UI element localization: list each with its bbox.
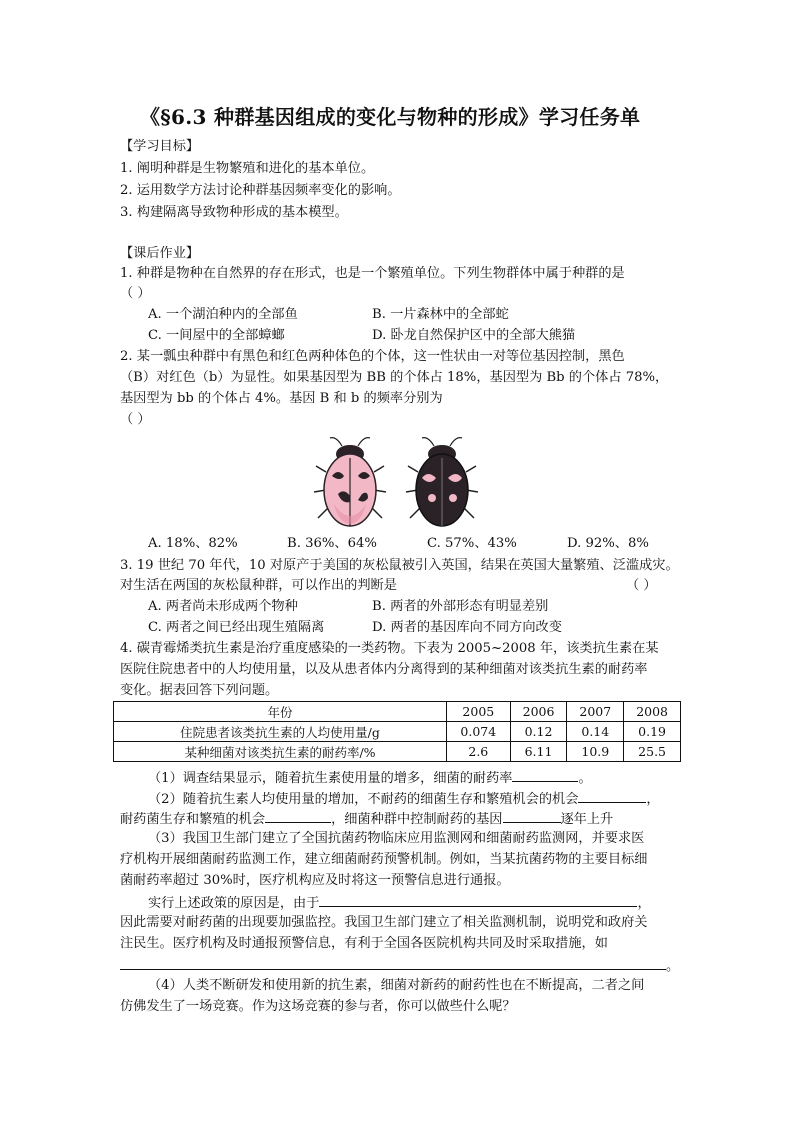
- q1-stem: 1. 种群是物种在自然界的存在形式，也是一个繁殖单位。下列生物群体中属于种群的是: [120, 266, 625, 281]
- q4-sub3-text: 实行上述政策的原因是，由于: [148, 896, 320, 911]
- q4-line: 变化。据表回答下列问题。: [120, 683, 279, 698]
- table-cell: 0.14: [567, 722, 624, 742]
- table-cell: 6.11: [510, 742, 567, 762]
- homework-heading: 【课后作业】: [120, 246, 200, 261]
- q2-option-d: D. 92%、8%: [567, 536, 649, 551]
- answer-blank[interactable]: [578, 788, 646, 803]
- answer-blank[interactable]: [512, 767, 578, 782]
- q4-line: 4. 碳青霉烯类抗生素是治疗重度感染的一类药物。下表为 2005~2008 年，该类抗生素在某: [120, 641, 659, 656]
- answer-blank[interactable]: [265, 808, 331, 823]
- q4-sub3-line: 疗机构开展细菌耐药监测工作，建立细菌耐药预警机制。例如，当某抗菌药物的主要目标细: [120, 852, 648, 867]
- q4-sub3-line: 注民生。医疗机构及时通报预警信息，有利于全国各医院机构共同及时采取措施，如: [120, 936, 608, 951]
- q3-line: 3. 19 世纪 70 年代，10 对原产于美国的灰松鼠被引入英国，结果在英国大量繁殖、泛滥成灾。: [120, 558, 679, 573]
- goal-item: 3. 构建隔离导致物种形成的基本模型。: [120, 205, 348, 220]
- q1-option-c: C. 一间屋中的全部蟑螂: [148, 328, 285, 343]
- table-header-cell: 年份: [114, 702, 447, 722]
- q4-sub3-reason: [148, 892, 651, 914]
- goal-item: 1. 阐明种群是生物繁殖和进化的基本单位。: [120, 161, 375, 176]
- q4-sub3-line: （3）我国卫生部门建立了全国抗菌药物临床应用监测网和细菌耐药监测网，并要求医: [148, 831, 645, 846]
- q4-sub4-line: 仿佛发生了一场竞赛。作为这场竞赛的参与者，你可以做些什么呢？: [120, 999, 516, 1014]
- q1-option-b: B. 一片森林中的全部蛇: [372, 307, 509, 322]
- table-header-cell: 2005: [447, 702, 511, 722]
- table-cell: 0.074: [447, 722, 511, 742]
- table-row: [114, 742, 681, 762]
- q4-sub3-line: 因此需要对耐药菌的出现要加强监控。我国卫生部门建立了相关监测机制，说明党和政府关: [120, 915, 648, 930]
- goals-heading: 【学习目标】: [120, 139, 200, 154]
- table-cell: 0.19: [624, 722, 681, 742]
- table-cell: 10.9: [567, 742, 624, 762]
- table-cell: 0.12: [510, 722, 567, 742]
- q4-sub2-comma: ，: [646, 792, 660, 807]
- table-header-cell: 2008: [624, 702, 681, 722]
- goal-item: 2. 运用数学方法讨论种群基因频率变化的影响。: [120, 183, 401, 198]
- q4-sub3-line: 菌耐药率超过 30%时，医疗机构应及时将这一预警信息进行通报。: [120, 873, 510, 888]
- q3-option-c: C. 两者之间已经出现生殖隔离: [148, 620, 325, 635]
- q2-line: 基因型为 bb 的个体占 4%。基因 B 和 b 的频率分别为: [120, 391, 443, 406]
- page-title: 《§6.3 种群基因组成的变化与物种的形成》学习任务单: [140, 105, 641, 129]
- q4-sub1: [148, 767, 592, 789]
- ladybug-illustration: [312, 432, 482, 532]
- q4-sub3-comma: ，: [637, 896, 651, 911]
- q1-paren: （ ）: [120, 286, 151, 301]
- q4-sub3-answer: [120, 955, 679, 977]
- table-header-cell: 2006: [510, 702, 567, 722]
- q2-paren: （ ）: [120, 412, 151, 427]
- q4-sub2-text: ，细菌种群中控制耐药的基因: [331, 812, 503, 827]
- q3-option-b: B. 两者的外部形态有明显差别: [372, 599, 549, 614]
- black-ladybug-icon: [406, 438, 478, 526]
- q4-sub2-text: （2）随着抗生素人均使用量的增加，不耐药的细菌生存和繁殖机会的机会: [148, 792, 579, 807]
- q3-line: 对生活在两国的灰松鼠种群，可以作出的判断是: [120, 578, 397, 593]
- q2-line: 2. 某一瓢虫种群中有黑色和红色两种体色的个体，这一性状由一对等位基因控制，黑色: [120, 349, 625, 364]
- q4-sub1-text: （1）调查结果显示，随着抗生素使用量的增多，细菌的耐药率: [148, 771, 513, 786]
- q4-sub1-end: 。: [578, 771, 592, 786]
- table-cell: 25.5: [624, 742, 681, 762]
- table-cell: 2.6: [447, 742, 511, 762]
- q4-sub2-cont: [120, 808, 613, 830]
- q4-sub3-end: 。: [666, 959, 680, 974]
- q4-sub4-line: （4）人类不断研发和使用新的抗生素，细菌对新药的耐药性也在不断提高，二者之间: [148, 978, 645, 993]
- table-row: [114, 722, 681, 742]
- antibiotic-data-table: [113, 701, 681, 762]
- q4-sub2-text: 逐年上升: [560, 812, 614, 827]
- q4-line: 医院住院患者中的人均使用量，以及从患者体内分离得到的某种细菌对该类抗生素的耐药率: [120, 662, 648, 677]
- red-ladybug-icon: [314, 438, 386, 526]
- q2-option-c: C. 57%、43%: [427, 536, 517, 551]
- q3-paren: （ ）: [626, 578, 657, 593]
- q3-option-a: A. 两者尚未形成两个物种: [148, 599, 298, 614]
- q4-sub2-text: 耐药菌生存和繁殖的机会: [120, 812, 266, 827]
- table-header-cell: 2007: [567, 702, 624, 722]
- answer-blank[interactable]: [503, 808, 561, 823]
- q1-option-d: D. 卧龙自然保护区中的全部大熊猫: [372, 328, 576, 343]
- q2-option-a: A. 18%、82%: [148, 536, 238, 551]
- q1-option-a: A. 一个湖泊种内的全部鱼: [148, 307, 298, 322]
- table-cell: 住院患者该类抗生素的人均使用量/g: [114, 722, 447, 742]
- q4-sub2: [148, 788, 660, 810]
- q3-option-d: D. 两者的基因库向不同方向改变: [372, 620, 562, 635]
- answer-blank[interactable]: [120, 955, 666, 970]
- table-header-row: [114, 702, 681, 722]
- table-cell: 某种细菌对该类抗生素的耐药率/%: [114, 742, 447, 762]
- q2-option-b: B. 36%、64%: [287, 536, 377, 551]
- q2-line: （B）对红色（b）为显性。如果基因型为 BB 的个体占 18%，基因型为 Bb 的个体占 78%，: [120, 370, 669, 385]
- answer-blank[interactable]: [319, 892, 637, 907]
